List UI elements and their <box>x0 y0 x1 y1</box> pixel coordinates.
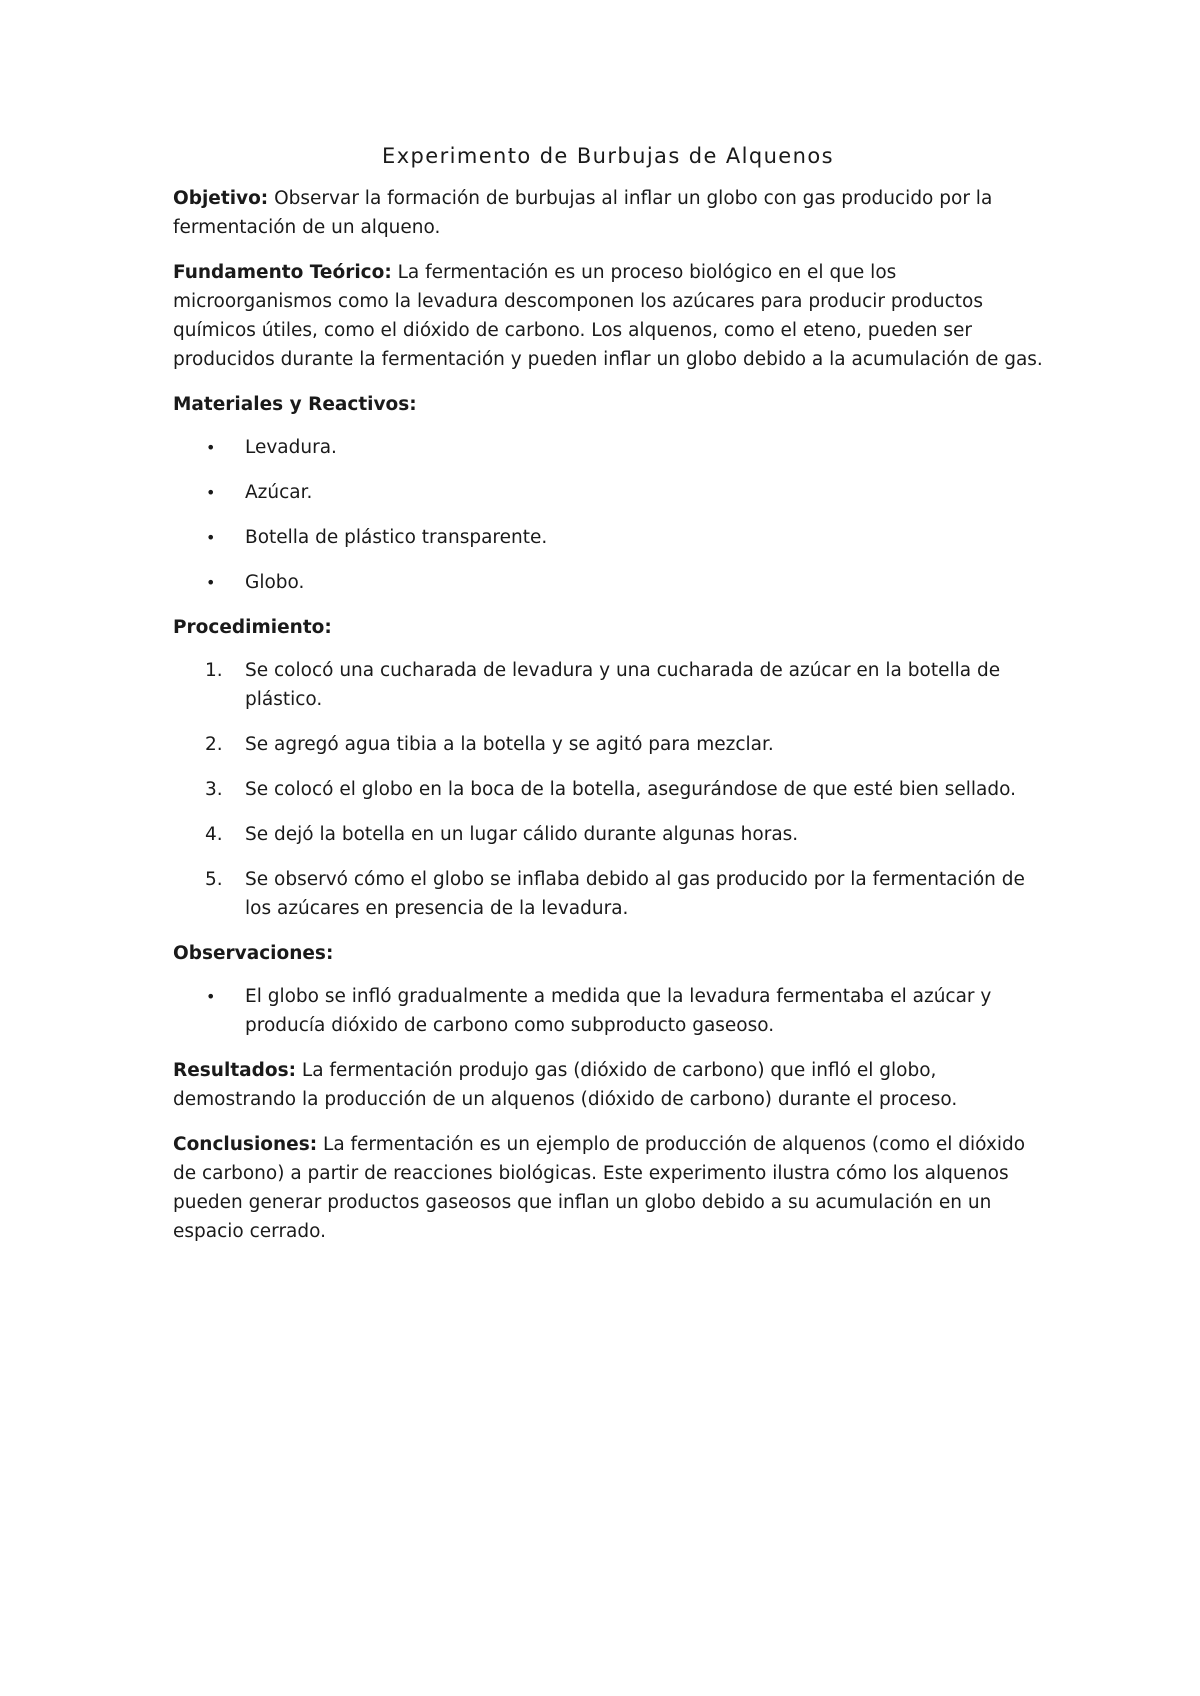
step-number: 5. <box>205 869 223 890</box>
list-item-text: Globo. <box>245 572 305 593</box>
step-text: Se observó cómo el globo se inflaba debido al gas producido por la fermentación de los azúcares en presencia de la levadura. <box>245 869 1025 919</box>
conclusiones-paragraph <box>173 1130 1043 1246</box>
list-item <box>173 433 1043 462</box>
conclusiones-label: Conclusiones: <box>173 1134 318 1155</box>
fundamento-text: La fermentación es un proceso biológico en el que los microorganismos como la levadura descomponen los azúcares para producir productos químicos útiles, como el dióxido de carbono. Los alquenos, como el eteno, pueden ser producidos durante la fermentación y pueden inflar un globo debido a la acumulación de gas. <box>173 262 1043 370</box>
step-number: 1. <box>205 660 223 681</box>
fundamento-label: Fundamento Teórico: <box>173 262 392 283</box>
list-item <box>173 656 1043 714</box>
bullet-icon: • <box>206 483 216 502</box>
list-item <box>173 982 1043 1040</box>
resultados-paragraph <box>173 1056 1043 1114</box>
list-item-text: Levadura. <box>245 437 337 458</box>
list-item-text: El globo se infló gradualmente a medida que la levadura fermentaba el azúcar y producía dióxido de carbono como subproducto gaseoso. <box>245 986 992 1036</box>
materiales-heading: Materiales y Reactivos: <box>173 394 417 415</box>
list-item <box>173 865 1043 923</box>
step-number: 3. <box>205 779 223 800</box>
resultados-text: La fermentación produjo gas (dióxido de carbono) que infló el globo, demostrando la producción de un alquenos (dióxido de carbono) durante el proceso. <box>173 1060 958 1110</box>
bullet-icon: • <box>206 573 216 592</box>
list-item <box>173 775 1043 804</box>
list-item <box>173 730 1043 759</box>
list-item-text: Botella de plástico transparente. <box>245 527 548 548</box>
step-text: Se colocó el globo en la boca de la botella, asegurándose de que esté bien sellado. <box>245 779 1016 800</box>
bullet-icon: • <box>206 438 216 457</box>
step-number: 4. <box>205 824 223 845</box>
observaciones-heading: Observaciones: <box>173 943 334 964</box>
step-number: 2. <box>205 734 223 755</box>
materiales-list <box>173 433 1043 597</box>
objetivo-text: Observar la formación de burbujas al inflar un globo con gas producido por la fermentación de un alqueno. <box>173 188 993 238</box>
resultados-label: Resultados: <box>173 1060 297 1081</box>
procedimiento-heading: Procedimiento: <box>173 617 332 638</box>
document-body <box>173 141 1043 1262</box>
objetivo-paragraph <box>173 184 1043 242</box>
bullet-icon: • <box>206 528 216 547</box>
list-item-text: Azúcar. <box>245 482 313 503</box>
list-item <box>173 820 1043 849</box>
list-item <box>173 568 1043 597</box>
objetivo-label: Objetivo: <box>173 188 269 209</box>
step-text: Se agregó agua tibia a la botella y se agitó para mezclar. <box>245 734 774 755</box>
document-title: Experimento de Burbujas de Alquenos <box>382 144 834 168</box>
conclusiones-text: La fermentación es un ejemplo de producción de alquenos (como el dióxido de carbono) a partir de reacciones biológicas. Este experimento ilustra cómo los alquenos pueden generar productos gaseosos que inflan un globo debido a su acumulación en un espacio cerrado. <box>173 1134 1026 1242</box>
list-item <box>173 478 1043 507</box>
list-item <box>173 523 1043 552</box>
step-text: Se colocó una cucharada de levadura y una cucharada de azúcar en la botella de plástico. <box>245 660 1001 710</box>
fundamento-paragraph <box>173 258 1043 374</box>
observaciones-list <box>173 982 1043 1040</box>
bullet-icon: • <box>206 987 216 1006</box>
procedimiento-list <box>173 656 1043 923</box>
step-text: Se dejó la botella en un lugar cálido durante algunas horas. <box>245 824 799 845</box>
